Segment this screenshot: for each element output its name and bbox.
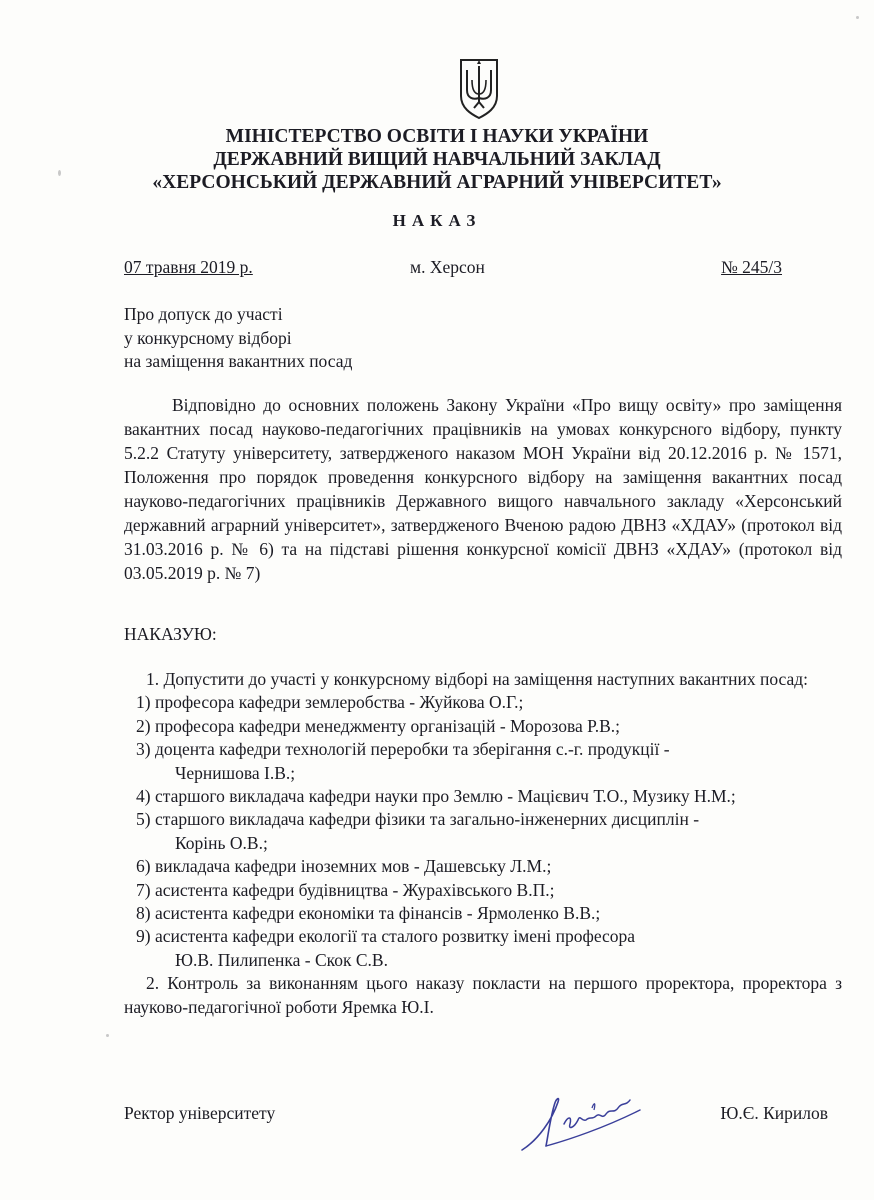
- item-number: 4): [136, 786, 151, 807]
- institution-type: ДЕРЖАВНИЙ ВИЩИЙ НАВЧАЛЬНИЙ ЗАКЛАД: [213, 149, 661, 170]
- item-continuation: Чернишова І.В.;: [175, 762, 296, 783]
- item-text: професора кафедри землеробства - Жуйкова О.Г.;: [154, 692, 524, 713]
- subject-line: на заміщення вакантних посад: [124, 351, 353, 371]
- order-date: 07 травня 2019 р.: [124, 257, 253, 277]
- subject-line: Про допуск до участі: [124, 304, 283, 324]
- item-number: 1): [136, 692, 151, 713]
- scan-speck: [106, 1034, 109, 1037]
- list-item: [124, 715, 842, 738]
- item-text: професора кафедри менеджменту організацій - Морозова Р.В.;: [154, 715, 620, 736]
- ministry-name: МІНІСТЕРСТВО ОСВІТИ І НАУКИ УКРАЇНИ: [225, 126, 649, 147]
- list-item: [124, 879, 842, 902]
- item-text: асистента кафедри екології та сталого розвитку імені професора: [154, 926, 636, 947]
- list-item: [124, 785, 842, 808]
- item-number: 2): [136, 715, 151, 736]
- list-item: [124, 738, 842, 785]
- item-text: асистента кафедри економіки та фінансів - Ярмоленко В.В.;: [154, 903, 601, 924]
- list-item: [124, 925, 842, 972]
- item-number: 3): [136, 739, 151, 760]
- decree-word: НАКАЗУЮ:: [124, 624, 217, 644]
- university-name: «ХЕРСОНСЬКИЙ ДЕРЖАВНИЙ АГРАРНИЙ УНІВЕРСИТЕТ»: [152, 172, 722, 193]
- item-text: доцента кафедри технологій переробки та зберігання с.-г. продукції -: [154, 739, 670, 760]
- handwritten-signature-icon: [508, 1080, 668, 1160]
- item-continuation: Ю.В. Пилипенка - Скок С.В.: [175, 949, 388, 970]
- item-text: старшого викладача кафедри науки про Землю - Мацієвич Т.О., Музику Н.М.;: [154, 786, 736, 807]
- order-city: м. Херсон: [410, 257, 485, 277]
- item-number: 7): [136, 879, 151, 900]
- scan-speck: [856, 16, 859, 19]
- item-text: старшого викладача кафедри фізики та загально-інженерних дисциплін -: [154, 809, 700, 830]
- order-points: [124, 668, 842, 1019]
- item-number: 5): [136, 809, 151, 830]
- order-number: № 245/3: [721, 257, 782, 277]
- order-subject: [124, 303, 352, 374]
- subject-line: у конкурсному відборі: [124, 327, 292, 348]
- scan-speck: [58, 170, 61, 176]
- preamble-paragraph: Відповідно до основних положень Закону України «Про вищу освіту» про заміщення вакантних посад науково-педагогічних працівників на умовах конкурсного відбору, пункту 5.2.2 Статуту університету, затвердженого наказом МОН України від 20.12.2016 р. № 1571, Положення про порядок проведення конкурсного відбору на заміщення вакантних посад науково-педагогічних працівників Державного вищого навчального закладу «Херсонський державний аграрний університет», затвердженого Вченою радою ДВНЗ «ХДАУ» (протокол від 31.03.2016 р. № 6) та на підставі рішення конкурсної комісії ДВНЗ «ХДАУ» (протокол від 03.05.2019 р. № 7): [124, 395, 842, 583]
- item-number: 6): [136, 856, 151, 877]
- list-item: [124, 808, 842, 855]
- point-1: 1. Допустити до участі у конкурсному відборі на заміщення наступних вакантних посад:: [146, 669, 809, 689]
- document-title: НАКАЗ: [392, 211, 482, 230]
- signer-title: Ректор університету: [124, 1103, 276, 1123]
- item-number: 9): [136, 926, 151, 947]
- trident-emblem-icon: [457, 56, 501, 120]
- list-item: [124, 855, 842, 878]
- point-2: 2. Контроль за виконанням цього наказу покласти на першого проректора, проректора з науково-педагогічної роботи Яремка Ю.І.: [124, 973, 842, 1017]
- signer-name: Ю.Є. Кирилов: [720, 1103, 828, 1123]
- list-item: [124, 902, 842, 925]
- item-text: асистента кафедри будівництва - Журахівського В.П.;: [154, 879, 555, 900]
- item-text: викладача кафедри іноземних мов - Дашевську Л.М.;: [154, 856, 552, 877]
- item-number: 8): [136, 903, 151, 924]
- positions-list: [124, 691, 842, 972]
- item-continuation: Корінь О.В.;: [175, 832, 268, 853]
- list-item: [124, 691, 842, 714]
